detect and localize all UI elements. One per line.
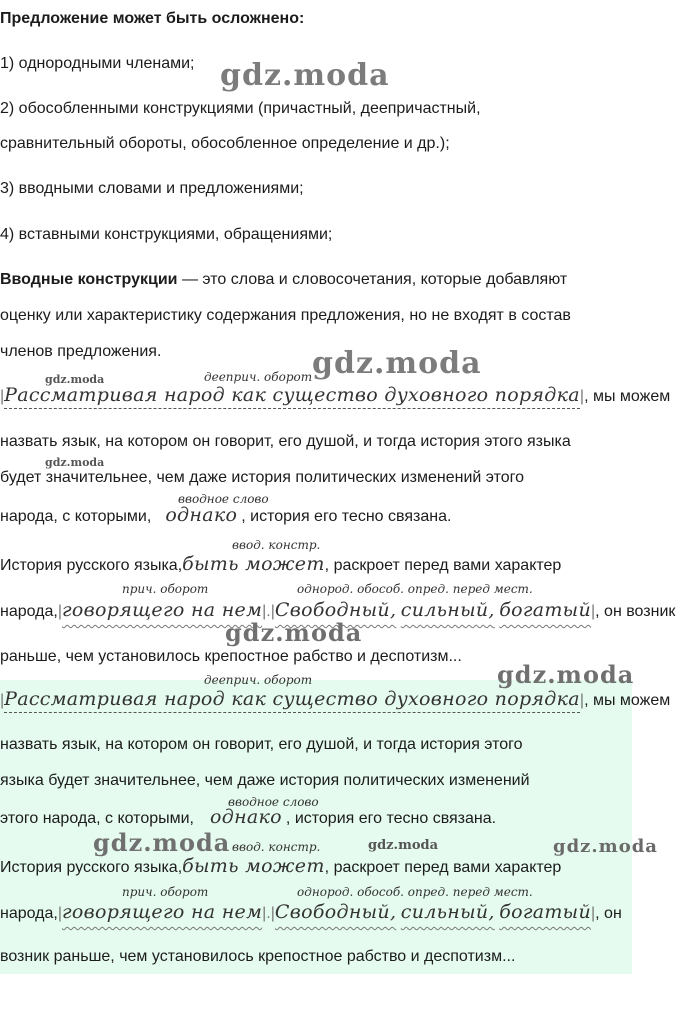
watermark: gdz.moda <box>93 828 231 857</box>
hand-byt-mozhet: быть может <box>182 855 325 877</box>
watermark: gdz.moda <box>225 618 363 647</box>
note-odnorod: однород. обособ. опред. перед мест. <box>297 582 533 596</box>
watermark: gdz.moda <box>368 838 439 853</box>
example2-line: История русского языка,быть может, раскроет перед вами характер <box>0 855 562 877</box>
example2-line: этого народа, с которыми, однако , история его тесно связана. <box>0 806 497 828</box>
example2-line: народа,|говорящего на нем|.|Свободный, сильный, богатый|, он <box>0 901 622 923</box>
watermark: gdz.moda <box>497 660 635 689</box>
watermark: gdz.moda <box>553 836 658 857</box>
definition-line: членов предложения. <box>0 343 162 360</box>
watermark: gdz.moda <box>220 58 390 93</box>
example1-line: назвать язык, на котором он говорит, его душой, и тогда история этого языка <box>0 433 571 450</box>
watermark: gdz.moda <box>45 456 105 469</box>
hand-govoryaschego: говорящего на нем <box>62 901 263 923</box>
example2-line1: |Рассматривая народ как существо духовного порядка|, мы можем <box>0 688 670 712</box>
example1-line: народа,|говорящего на нем|.|Свободный, сильный, богатый|, он возник <box>0 599 676 621</box>
note-prich: прич. оборот <box>122 885 209 899</box>
heading: Предложение может быть осложнено: <box>0 10 305 27</box>
example1-line: раньше, чем установилось крепостное рабство и деспотизм... <box>0 648 462 665</box>
definition-term: Вводные конструкции <box>0 271 178 288</box>
example2-line: назвать язык, на котором он говорит, его душой, и тогда история этого <box>0 736 523 753</box>
note-vvodnoe: вводное слово <box>228 795 319 809</box>
hand-bogaty: богатый <box>499 901 591 923</box>
hand-svobodny: Свободный, <box>274 901 397 923</box>
example2-line: языка будет значительнее, чем даже история политических изменений <box>0 772 530 789</box>
list-item: 1) однородными членами; <box>0 55 195 72</box>
note-vvod-konstr: ввод. констр. <box>232 840 321 854</box>
example2-line: возник раньше, чем установилось крепостное рабство и деспотизм... <box>0 948 516 965</box>
note-odnorod: однород. обособ. опред. перед мест. <box>297 885 533 899</box>
example1-line: История русского языка,быть может, раскроет перед вами характер <box>0 553 562 575</box>
hand-odnako: однако <box>165 504 238 526</box>
hand-odnako: однако <box>210 806 282 828</box>
watermark: gdz.moda <box>45 373 105 386</box>
example1-line: народа, с которыми, однако , история его тесно связана. <box>0 504 452 526</box>
example1-line1: |Рассматривая народ как существо духовного порядка|, мы можем <box>0 384 670 408</box>
hand-silny: сильный, <box>400 599 495 621</box>
note-vvodnoe: вводное слово <box>178 492 269 506</box>
note-vvod-konstr: ввод. констр. <box>232 538 321 552</box>
definition-line: Вводные конструкции — это слова и словосочетания, которые добавляют <box>0 271 568 288</box>
note-deeprich: дееприч. оборот <box>204 673 313 687</box>
hand-govoryaschego: говорящего на нем <box>62 599 263 621</box>
watermark: gdz.moda <box>312 346 482 381</box>
example1-line: будет значительнее, чем даже история политических изменений этого <box>0 469 525 486</box>
list-item: 2) обособленными конструкциями (причастный, деепричастный, <box>0 100 481 117</box>
list-item: сравнительный обороты, обособленное определение и др.); <box>0 135 450 152</box>
note-deeprich: дееприч. оборот <box>204 370 313 384</box>
participle-phrase: Рассматривая народ как существо духовного порядка <box>4 688 580 713</box>
hand-svobodny: Свободный, <box>274 599 397 621</box>
hand-bogaty: богатый <box>499 599 591 621</box>
participle-phrase: Рассматривая народ как существо духовного порядка <box>4 384 580 409</box>
hand-silny: сильный, <box>400 901 495 923</box>
list-item: 4) вставными конструкциями, обращениями; <box>0 226 333 243</box>
definition-line: оценку или характеристику содержания предложения, но не входят в состав <box>0 307 571 324</box>
note-prich: прич. оборот <box>122 582 209 596</box>
list-item: 3) вводными словами и предложениями; <box>0 180 304 197</box>
hand-byt-mozhet: быть может <box>182 553 325 575</box>
